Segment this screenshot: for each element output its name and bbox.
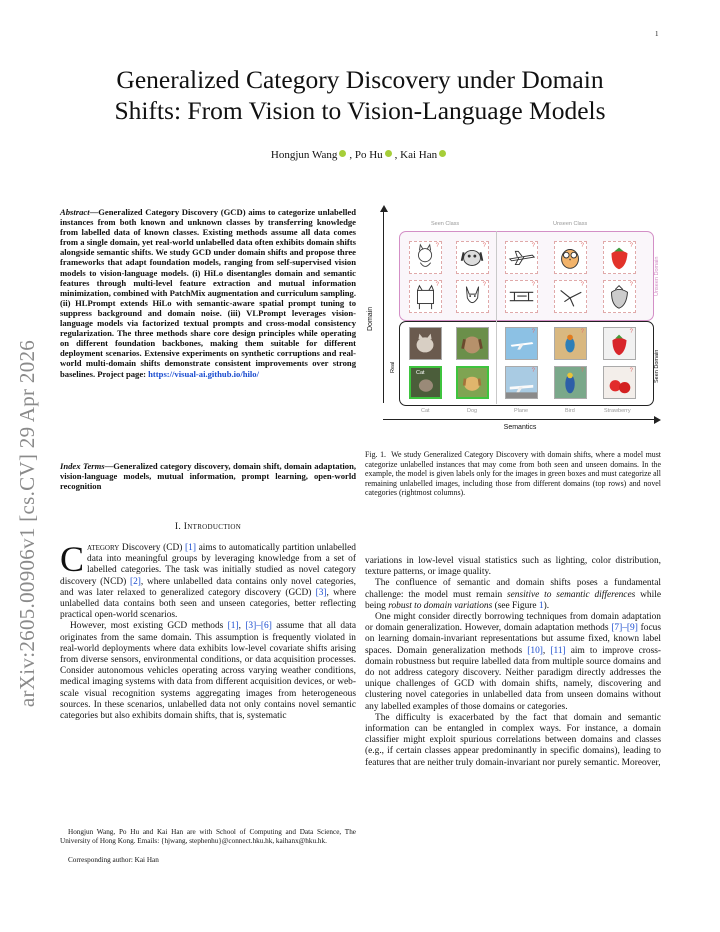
footnote (60, 828, 356, 875)
photo-cat-tile (409, 327, 442, 360)
text-run: assume that all data originates from the same domain. This assumption is frequently violated in real-world deployments where data exhibits low-level covariate shifts arising from diverse sensors, environmental conditions, or data acquisition processes. Consider autonomous vehicles operating across varying weather conditions, medical imaging systems with data from different acquisition devices, or web-scale visual recognition systems aggregating images from heterogeneous sources. In these scenarios, unlabelled data not only contains novel semantic categories but also exhibits domain shifts, that is, systematic (60, 621, 356, 722)
sketch-dog-tile (456, 241, 489, 274)
unlabelled-mark: ? (629, 329, 633, 335)
domain-axis (383, 211, 384, 403)
text-run: One might consider directly borrowing techniques from domain adaptation or domain generalization. However, domain adaptation methods (365, 612, 661, 634)
figure-caption (365, 450, 661, 498)
semantics-axis-arrow (654, 416, 661, 424)
citation-link[interactable]: [10] (527, 645, 543, 656)
unlabelled-mark: ? (580, 243, 584, 249)
text-run: ). (543, 600, 550, 611)
domain-axis-label: Domain (367, 306, 374, 331)
sketch-plane-tile (505, 280, 538, 313)
real-label: Real (390, 361, 396, 373)
sketch-bird-tile (554, 241, 587, 274)
unlabelled-mark: ? (580, 329, 584, 335)
text-run: Discovery (CD) (119, 543, 186, 553)
caption-label: Fig. 1. (365, 450, 386, 459)
unseen-domain-label: Unseen Domain (654, 256, 660, 296)
class-label-cat: Cat (421, 408, 430, 414)
drop-cap: C (60, 539, 85, 579)
citation-link[interactable]: [11] (550, 645, 566, 656)
unlabelled-mark: ? (629, 243, 633, 249)
sketch-cat-tile (409, 280, 442, 313)
body-paragraph: The difficulty is exacerbated by the fact that domain and semantic information can be entangled in complex ways. For instance, a domain classifier might exploit spurious correlations between domains and classes (e.g., if certain classes appear predominantly in specific domains), leading to features that are neither truly domain-invariant nor purely semantic. Moreover, (365, 712, 661, 768)
figure-ref-link[interactable]: 1 (538, 600, 544, 611)
caption-text: We study Generalized Category Discovery with domain shifts, where a model must categorize unlabelled instances that may come from both seen and unseen domains. In the example, the model is given labels only for the images in green boxes and must categorize all remaining unlabelled images, including those from different domains (top rows) and novel categories (rightmost columns). (365, 450, 661, 498)
text-run: aims to automatically partition unlabelled data into meaningful groups by leveraging knowledge from a set of labelled categories. The task was initially studied as novel category discovery (NCD) (60, 543, 356, 587)
citation-link[interactable]: [1] (185, 543, 196, 553)
photo-strawberry-tile (603, 366, 636, 399)
index-terms-lead: Index Terms (60, 461, 105, 471)
arxiv-stamp (10, 288, 46, 758)
citation-link[interactable]: [1] (227, 621, 239, 632)
emphasis: robust to domain variations (388, 600, 493, 611)
sketch-strawberry-tile (603, 241, 636, 274)
citation-link[interactable]: [2] (129, 576, 141, 587)
photo-plane-tile (505, 327, 538, 360)
body-paragraph: variations in low-level visual statistics such as lighting, color distribution, texture patterns, or image quality. (365, 556, 661, 578)
unlabelled-mark: ? (435, 243, 439, 249)
photo-bird-tile (554, 366, 587, 399)
cat-photo-icon (410, 328, 441, 359)
unlabelled-mark: ? (482, 282, 486, 288)
orcid-icon[interactable] (339, 150, 346, 157)
citation-link[interactable]: [3]–[6] (245, 621, 272, 632)
semantics-axis (383, 419, 655, 420)
photo-cat-labelled-tile (409, 366, 442, 399)
emphasis: sensitive to semantic differences (507, 589, 636, 600)
unlabelled-mark: ? (531, 329, 535, 335)
semantics-axis-label: Semantics (503, 424, 537, 431)
footnote-corresponding: Corresponding author: Kai Han (68, 856, 159, 864)
author-name: Po Hu (354, 149, 383, 161)
sketch-plane-tile (505, 241, 538, 274)
title-line-2: Shifts: From Vision to Vision-Language Models (114, 96, 606, 125)
unlabelled-mark: ? (629, 368, 633, 374)
citation-link[interactable]: [7]–[9] (611, 623, 638, 634)
unlabelled-mark: ? (531, 282, 535, 288)
page-number: 1 (655, 30, 659, 38)
domain-axis-arrow (380, 205, 388, 212)
project-page-link[interactable]: https://visual-ai.github.io/hilo/ (148, 368, 259, 379)
paper-title (60, 64, 660, 126)
unlabelled-mark: ? (580, 282, 584, 288)
section-heading-introduction (60, 521, 356, 532)
text-run: , where unlabelled data contains both seen and unseen categories, better reflecting practical open-world scenarios. (60, 587, 356, 621)
unlabelled-mark: ? (580, 368, 584, 374)
text-run: However, most existing GCD methods (70, 621, 228, 632)
index-terms (60, 461, 356, 491)
text-run: , (542, 645, 551, 656)
introduction-body (60, 539, 356, 722)
body-paragraph (365, 612, 661, 713)
sketch-cat-tile (409, 241, 442, 274)
orcid-icon[interactable] (439, 150, 446, 157)
abstract-lead: Abstract (60, 207, 90, 217)
unseen-class-header: Unseen Class (553, 221, 588, 227)
footnote-affiliation: Hongjun Wang, Po Hu and Kai Han are with School of Computing and Data Science, The University of Hong Kong. Emails: {hjwang, stephenhu}@connect.hku.hk, kaihanx@hku.hk. (60, 828, 356, 845)
index-terms-text: —Generalized category discovery, domain shift, domain adaptation, vision-language models, mutual information, prompt learning, open-world recognition (60, 461, 357, 492)
class-label-strawberry: Strawberry (604, 408, 631, 414)
class-label-plane: Plane (514, 408, 529, 414)
photo-dog-tile (456, 327, 489, 360)
title-line-1: Generalized Category Discovery under Domain (116, 65, 604, 94)
photo-plane-tile (505, 366, 538, 399)
smallcaps-word: ategory (87, 543, 120, 553)
right-column-body (365, 556, 661, 769)
class-label-dog: Dog (467, 408, 478, 414)
sketch-bird-tile (554, 280, 587, 313)
text-run: , where unlabelled data contains only novel categories, and was later relaxed to generalized category discovery (GCD) (60, 576, 356, 598)
class-label-bird: Bird (565, 408, 575, 414)
text-run: (see Figure (492, 600, 539, 611)
author-name: Kai Han (400, 149, 438, 161)
unlabelled-mark: ? (435, 282, 439, 288)
orcid-icon[interactable] (385, 150, 392, 157)
photo-bird-tile (554, 327, 587, 360)
text-run: The confluence of semantic and domain shifts poses a fundamental challenge: the model must remain (365, 578, 661, 600)
labelled-class-tag: Cat (416, 370, 425, 376)
sketch-dog-tile (456, 280, 489, 313)
class-divider (496, 231, 497, 404)
citation-link[interactable]: [3] (315, 587, 327, 598)
arxiv-stamp-text: arXiv:2605.00906v1 [cs.CV] 29 Apr 2026 (15, 339, 40, 707)
section-title: I. Introduction (174, 521, 242, 532)
unlabelled-mark: ? (629, 282, 633, 288)
photo-strawberry-tile (603, 327, 636, 360)
dog-photo-icon (458, 368, 487, 397)
text-run: while being (365, 589, 661, 611)
photo-dog-labelled-tile (456, 366, 489, 399)
intro-paragraph (60, 621, 356, 722)
abstract (60, 207, 356, 379)
abstract-text: —Generalized Category Discovery (GCD) aims to categorize unlabelled instances from both known and unknown classes by transferring knowledge from labelled data of known classes. Existing methods assume all data comes from a single domain, yet real-world unlabelled data often exhibits domain shifts alongside semantic shifts. We study GCD under domain shifts and propose three frameworks that adapt foundation models, ranging from self-supervised vision models to vision-language models. (i) HiLo disentangles domain and semantic features through multi-level feature extraction and mutual information minimization, combined with PatchMix augmentation and curriculum sampling. (ii) HLPrompt extends HiLo with semantic-aware spatial prompt tuning to suppress background and domain noise. (iii) VLPrompt leverages vision-language models via factorized textual prompts and cross-modal consistency regularization. The three methods share core design principles while operating on different foundation backbones, making them suitable for different deployment scenarios. Extensive experiments on synthetic corruptions and real-world multi-domain shifts demonstrate consistent improvements over strong baselines. Project page: (60, 207, 356, 379)
author-list: Hongjun Wang , Po Hu , Kai Han (60, 149, 660, 161)
text-run: aim to improve cross-domain robustness but require labelled data from multiple source domains and do not address category discovery. Neither paradigm directly addresses the unique challenges of GCD with domain shifts, namely, discovering and clustering novel categories in unlabelled data from unseen domains without any labelled examples of those domains or categories. (365, 645, 662, 712)
dog-photo-icon (457, 328, 488, 359)
seen-domain-label: Seen Domain (654, 349, 660, 383)
author-name: Hongjun Wang (270, 149, 338, 161)
body-paragraph (365, 578, 661, 612)
seen-class-header: Seen Class (431, 221, 460, 227)
unlabelled-mark: ? (531, 243, 535, 249)
unlabelled-mark: ? (531, 368, 535, 374)
unlabelled-mark: ? (482, 243, 486, 249)
figure-1 (365, 205, 661, 437)
intro-paragraph (60, 539, 356, 621)
sketch-strawberry-tile (603, 280, 636, 313)
text-run: , (238, 621, 246, 632)
text-run: focus on learning domain-invariant representations but assume fixed, known label spaces. Domain generalization methods (365, 623, 661, 656)
